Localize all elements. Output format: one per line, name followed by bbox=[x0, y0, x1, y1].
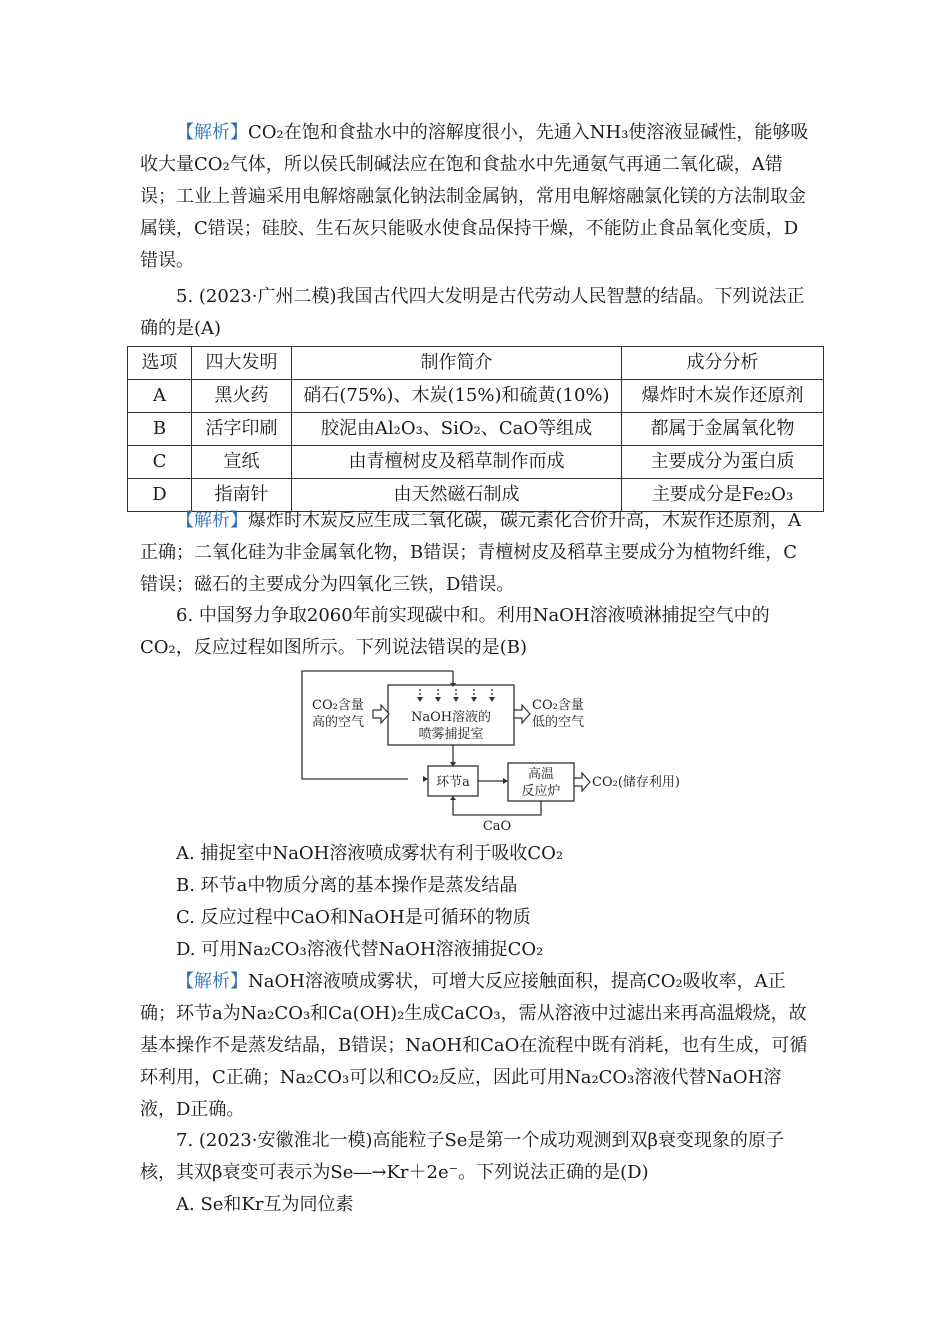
table-cell: 由天然磁石制成 bbox=[292, 479, 622, 512]
table-row bbox=[128, 380, 824, 413]
output-label-line1: CO₂含量 bbox=[532, 698, 584, 713]
table-cell: C bbox=[128, 446, 192, 479]
table-cell: B bbox=[128, 413, 192, 446]
output-label-line2: 低的空气 bbox=[532, 715, 585, 730]
table-cell: 宣纸 bbox=[192, 446, 292, 479]
analysis-tag: 【解析】 bbox=[176, 510, 248, 531]
table-cell: 主要成分是Fe₂O₃ bbox=[622, 479, 824, 512]
q4-analysis-text: CO₂在饱和食盐水中的溶解度很小，先通入NH₃使溶液显碱性，能够吸收大量CO₂气体，所以侯氏制碱法应在饱和食盐水中先通氨气再通二氧化碳，A错误；工业上普遍采用电解熔融氯化钠法制金属钠，常用电解熔融氯化镁的方法制取金属镁，C错误；硅胶、生石灰只能吸水使食品保持干燥，不能防止食品氧化变质，D错误。 bbox=[140, 122, 809, 271]
q6-stem: 6. 中国努力争取2060年前实现碳中和。利用NaOH溶液喷淋捕捉空气中的CO₂，反应过程如图所示。下列说法错误的是(B) bbox=[140, 605, 770, 658]
table-cell: 都属于金属氧化物 bbox=[622, 413, 824, 446]
input-label-line1: CO₂含量 bbox=[312, 698, 364, 713]
q7-stem: 7. (2023·安徽淮北一模)高能粒子Se是第一个成功观测到双β衰变现象的原子核，其双β衰变可表示为Se―→Kr＋2e⁻。下列说法正确的是(D) bbox=[140, 1130, 784, 1183]
table-cell: A bbox=[128, 380, 192, 413]
q6-analysis bbox=[140, 966, 810, 1126]
chamber-label-line1: NaOH溶液的 bbox=[410, 710, 492, 725]
process-diagram bbox=[300, 663, 720, 839]
q6-analysis-text: NaOH溶液喷成雾状，可增大反应接触面积，提高CO₂吸收率，A正确；环节a为Na₂CO₃和Ca(OH)₂生成CaCO₃，需从溶液中过滤出来再高温煅烧，故基本操作不是蒸发结晶，B错误；NaOH和CaO在流程中既有消耗，也有生成，可循环利用，C正确；Na₂CO₃可以和CO₂反应，因此可用Na₂CO₃溶液代替NaOH溶液，D正确。 bbox=[140, 971, 808, 1120]
q6-option: A. 捕捉室中NaOH溶液喷成雾状有利于吸收CO₂ bbox=[176, 843, 564, 864]
q6-option: D. 可用Na₂CO₃溶液代替NaOH溶液捕捉CO₂ bbox=[176, 939, 544, 960]
q7-option: A. Se和Kr互为同位素 bbox=[176, 1194, 354, 1215]
q4-analysis bbox=[140, 117, 810, 277]
chamber-label-line2: 喷雾捕捉室 bbox=[418, 727, 484, 742]
table-cell: 主要成分为蛋白质 bbox=[622, 446, 824, 479]
table-cell: 胶泥由Al₂O₃、SiO₂、CaO等组成 bbox=[292, 413, 622, 446]
table-row bbox=[128, 446, 824, 479]
table-cell: 黑火药 bbox=[192, 380, 292, 413]
q5-analysis-text: 爆炸时木炭反应生成二氧化碳，碳元素化合价升高，木炭作还原剂，A正确；二氧化硅为非金属氧化物，B错误；青檀树皮及稻草主要成分为植物纤维，C错误；磁石的主要成分为四氧化三铁，D错误。 bbox=[140, 510, 801, 595]
q5-analysis bbox=[140, 505, 810, 601]
input-label-line2: 高的空气 bbox=[312, 715, 365, 730]
recycle-label: CaO bbox=[482, 819, 512, 834]
q5-stem: 5. (2023·广州二模)我国古代四大发明是古代劳动人民智慧的结晶。下列说法正确的是(A) bbox=[140, 286, 805, 339]
q6-option: C. 反应过程中CaO和NaOH是可循环的物质 bbox=[176, 907, 531, 928]
header-cell: 成分分析 bbox=[622, 347, 824, 380]
table-cell: 爆炸时木炭作还原剂 bbox=[622, 380, 824, 413]
step-a-label: 环节a bbox=[436, 775, 470, 790]
table-cell: 指南针 bbox=[192, 479, 292, 512]
analysis-tag: 【解析】 bbox=[176, 971, 248, 992]
q6-option: B. 环节a中物质分离的基本操作是蒸发结晶 bbox=[176, 875, 518, 896]
header-cell: 制作简介 bbox=[292, 347, 622, 380]
furnace-label-line1: 高温 bbox=[527, 767, 555, 782]
table-cell: D bbox=[128, 479, 192, 512]
furnace-label-line2: 反应炉 bbox=[521, 784, 561, 799]
table-cell: 由青檀树皮及稻草制作而成 bbox=[292, 446, 622, 479]
analysis-tag: 【解析】 bbox=[176, 122, 248, 143]
table-header-row bbox=[128, 347, 824, 380]
header-cell: 选项 bbox=[128, 347, 192, 380]
q5-table bbox=[127, 346, 824, 512]
product-label: CO₂(储存利用) bbox=[592, 775, 680, 790]
table-cell: 活字印刷 bbox=[192, 413, 292, 446]
table-row bbox=[128, 413, 824, 446]
header-cell: 四大发明 bbox=[192, 347, 292, 380]
table-cell: 硝石(75%)、木炭(15%)和硫黄(10%) bbox=[292, 380, 622, 413]
